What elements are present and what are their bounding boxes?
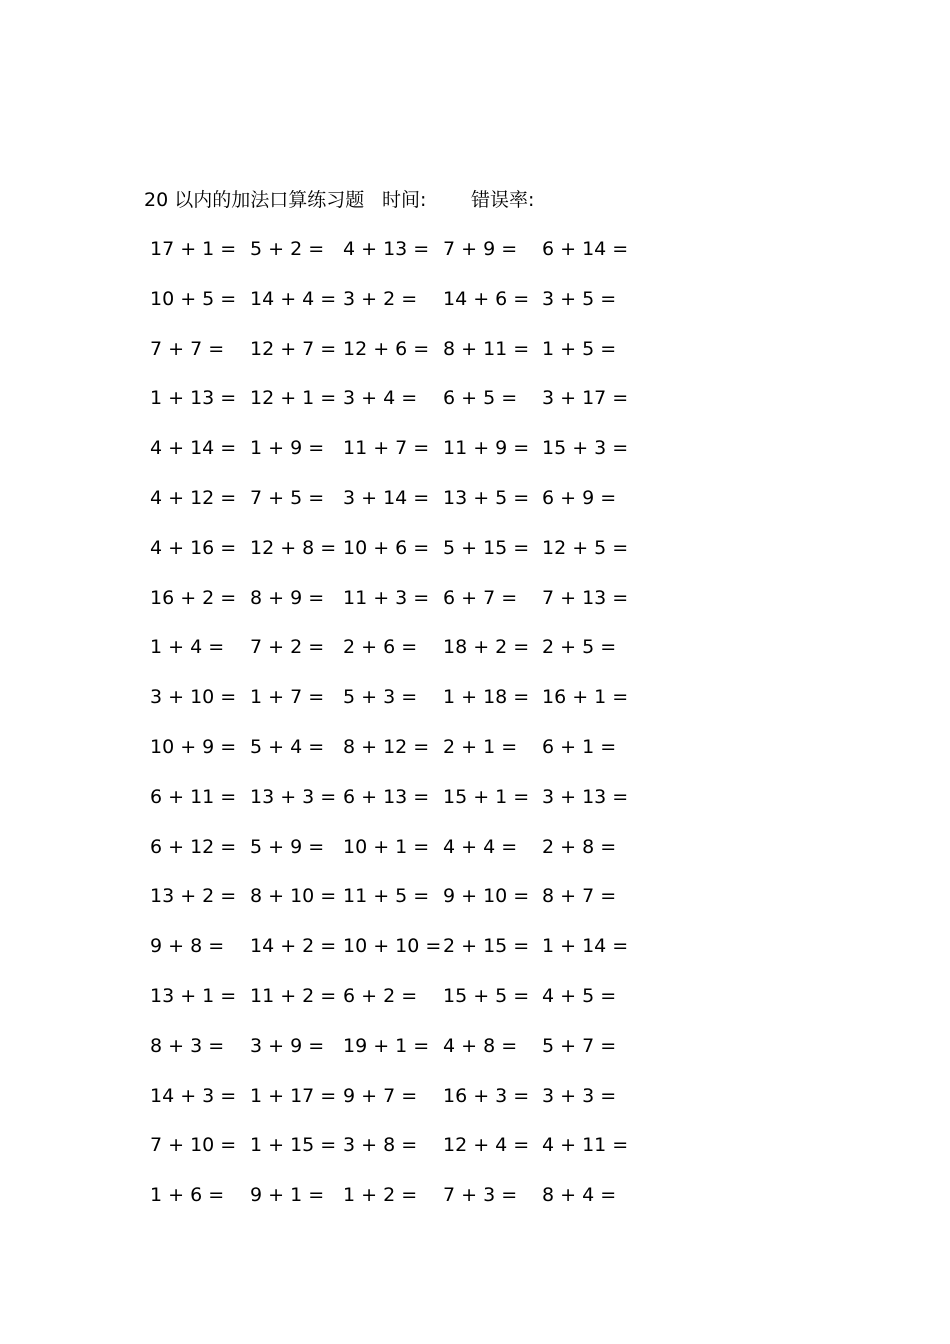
addition-problem: 3 + 4 = bbox=[343, 387, 418, 410]
addition-problem: 1 + 15 = bbox=[250, 1134, 337, 1157]
addition-problem: 6 + 13 = bbox=[343, 785, 430, 808]
addition-problem: 18 + 2 = bbox=[443, 636, 530, 659]
addition-problem: 3 + 13 = bbox=[542, 785, 629, 808]
addition-problem: 1 + 13 = bbox=[150, 387, 237, 410]
addition-problem: 5 + 15 = bbox=[443, 536, 530, 559]
addition-problem: 1 + 9 = bbox=[250, 437, 325, 460]
addition-problem: 10 + 10 = bbox=[343, 935, 442, 958]
addition-problem: 11 + 3 = bbox=[343, 586, 430, 609]
addition-problem: 16 + 2 = bbox=[150, 586, 237, 609]
addition-problem: 7 + 13 = bbox=[542, 586, 629, 609]
addition-problem: 17 + 1 = bbox=[150, 238, 237, 260]
addition-problem: 13 + 2 = bbox=[150, 885, 237, 908]
addition-problem: 3 + 17 = bbox=[542, 387, 629, 410]
addition-problem: 14 + 6 = bbox=[443, 287, 530, 310]
addition-problem: 5 + 2 = bbox=[250, 238, 325, 260]
addition-problem: 12 + 4 = bbox=[443, 1134, 530, 1157]
addition-problem: 8 + 7 = bbox=[542, 885, 617, 908]
addition-problem: 16 + 1 = bbox=[542, 686, 629, 709]
worksheet-title: 20 以内的加法口算练习题 bbox=[144, 189, 365, 211]
addition-problem: 6 + 5 = bbox=[443, 387, 518, 410]
addition-problem: 4 + 11 = bbox=[542, 1134, 629, 1157]
addition-problem: 5 + 7 = bbox=[542, 1034, 617, 1057]
addition-problem: 12 + 5 = bbox=[542, 536, 629, 559]
addition-problem: 14 + 3 = bbox=[150, 1084, 237, 1107]
addition-problem: 7 + 2 = bbox=[250, 636, 325, 659]
addition-problem: 1 + 7 = bbox=[250, 686, 325, 709]
addition-problem: 7 + 7 = bbox=[150, 337, 225, 360]
addition-problem: 6 + 2 = bbox=[343, 984, 418, 1007]
addition-problem: 4 + 14 = bbox=[150, 437, 237, 460]
addition-problem: 5 + 9 = bbox=[250, 835, 325, 858]
addition-problem: 7 + 10 = bbox=[150, 1134, 237, 1157]
error-rate-label: 错误率: bbox=[471, 189, 535, 211]
addition-problem: 11 + 9 = bbox=[443, 437, 530, 460]
addition-problem: 2 + 8 = bbox=[542, 835, 617, 858]
addition-problem: 7 + 3 = bbox=[443, 1184, 518, 1207]
addition-problem: 2 + 5 = bbox=[542, 636, 617, 659]
addition-problem: 4 + 12 = bbox=[150, 486, 237, 509]
addition-problem: 4 + 8 = bbox=[443, 1034, 518, 1057]
addition-problem: 8 + 3 = bbox=[150, 1034, 225, 1057]
addition-problem: 3 + 10 = bbox=[150, 686, 237, 709]
addition-problem: 9 + 8 = bbox=[150, 935, 225, 958]
addition-problem: 2 + 15 = bbox=[443, 935, 530, 958]
addition-problem: 10 + 5 = bbox=[150, 287, 237, 310]
addition-problem: 6 + 7 = bbox=[443, 586, 518, 609]
addition-problem: 2 + 6 = bbox=[343, 636, 418, 659]
addition-problem: 1 + 17 = bbox=[250, 1084, 337, 1107]
time-label: 时间: bbox=[382, 189, 427, 211]
addition-problem: 8 + 4 = bbox=[542, 1184, 617, 1207]
addition-problem: 1 + 2 = bbox=[343, 1184, 418, 1207]
addition-problem: 4 + 5 = bbox=[542, 984, 617, 1007]
addition-problem: 4 + 4 = bbox=[443, 835, 518, 858]
addition-problem: 11 + 7 = bbox=[343, 437, 430, 460]
addition-problem: 12 + 7 = bbox=[250, 337, 337, 360]
addition-problem: 8 + 11 = bbox=[443, 337, 530, 360]
addition-problem: 13 + 3 = bbox=[250, 785, 337, 808]
addition-problem: 1 + 4 = bbox=[150, 636, 225, 659]
addition-problem: 8 + 12 = bbox=[343, 735, 430, 758]
addition-problem: 3 + 3 = bbox=[542, 1084, 617, 1107]
addition-problem: 3 + 5 = bbox=[542, 287, 617, 310]
addition-problem: 15 + 1 = bbox=[443, 785, 530, 808]
addition-problem: 15 + 5 = bbox=[443, 984, 530, 1007]
addition-problem: 13 + 5 = bbox=[443, 486, 530, 509]
addition-problem: 6 + 14 = bbox=[542, 238, 629, 260]
addition-problem: 7 + 5 = bbox=[250, 486, 325, 509]
addition-problem: 6 + 9 = bbox=[542, 486, 617, 509]
addition-problem: 2 + 1 = bbox=[443, 735, 518, 758]
addition-problem: 10 + 1 = bbox=[343, 835, 430, 858]
addition-problem: 7 + 9 = bbox=[443, 238, 518, 260]
addition-problem: 19 + 1 = bbox=[343, 1034, 430, 1057]
addition-problem: 11 + 5 = bbox=[343, 885, 430, 908]
addition-problem: 1 + 6 = bbox=[150, 1184, 225, 1207]
addition-problem: 13 + 1 = bbox=[150, 984, 237, 1007]
addition-problem: 9 + 1 = bbox=[250, 1184, 325, 1207]
addition-problem: 16 + 3 = bbox=[443, 1084, 530, 1107]
addition-problem: 12 + 8 = bbox=[250, 536, 337, 559]
addition-problem: 1 + 14 = bbox=[542, 935, 629, 958]
addition-problem: 9 + 7 = bbox=[343, 1084, 418, 1107]
addition-problem: 9 + 10 = bbox=[443, 885, 530, 908]
addition-problem: 10 + 6 = bbox=[343, 536, 430, 559]
addition-problem: 14 + 2 = bbox=[250, 935, 337, 958]
addition-problem: 11 + 2 = bbox=[250, 984, 337, 1007]
addition-problem: 14 + 4 = bbox=[250, 287, 337, 310]
addition-problem: 3 + 2 = bbox=[343, 287, 418, 310]
addition-problem: 4 + 13 = bbox=[343, 238, 430, 260]
addition-problem: 6 + 1 = bbox=[542, 735, 617, 758]
addition-problem: 8 + 10 = bbox=[250, 885, 337, 908]
addition-problem: 3 + 9 = bbox=[250, 1034, 325, 1057]
addition-problem: 6 + 11 = bbox=[150, 785, 237, 808]
addition-problem: 3 + 14 = bbox=[343, 486, 430, 509]
addition-problem: 10 + 9 = bbox=[150, 735, 237, 758]
addition-problem: 12 + 6 = bbox=[343, 337, 430, 360]
addition-problem: 5 + 4 = bbox=[250, 735, 325, 758]
addition-problem: 8 + 9 = bbox=[250, 586, 325, 609]
addition-problem: 5 + 3 = bbox=[343, 686, 418, 709]
addition-problem: 6 + 12 = bbox=[150, 835, 237, 858]
addition-problem: 1 + 5 = bbox=[542, 337, 617, 360]
addition-problem: 3 + 8 = bbox=[343, 1134, 418, 1157]
addition-problem: 1 + 18 = bbox=[443, 686, 530, 709]
addition-problem: 15 + 3 = bbox=[542, 437, 629, 460]
addition-problem: 4 + 16 = bbox=[150, 536, 237, 559]
addition-problem: 12 + 1 = bbox=[250, 387, 337, 410]
